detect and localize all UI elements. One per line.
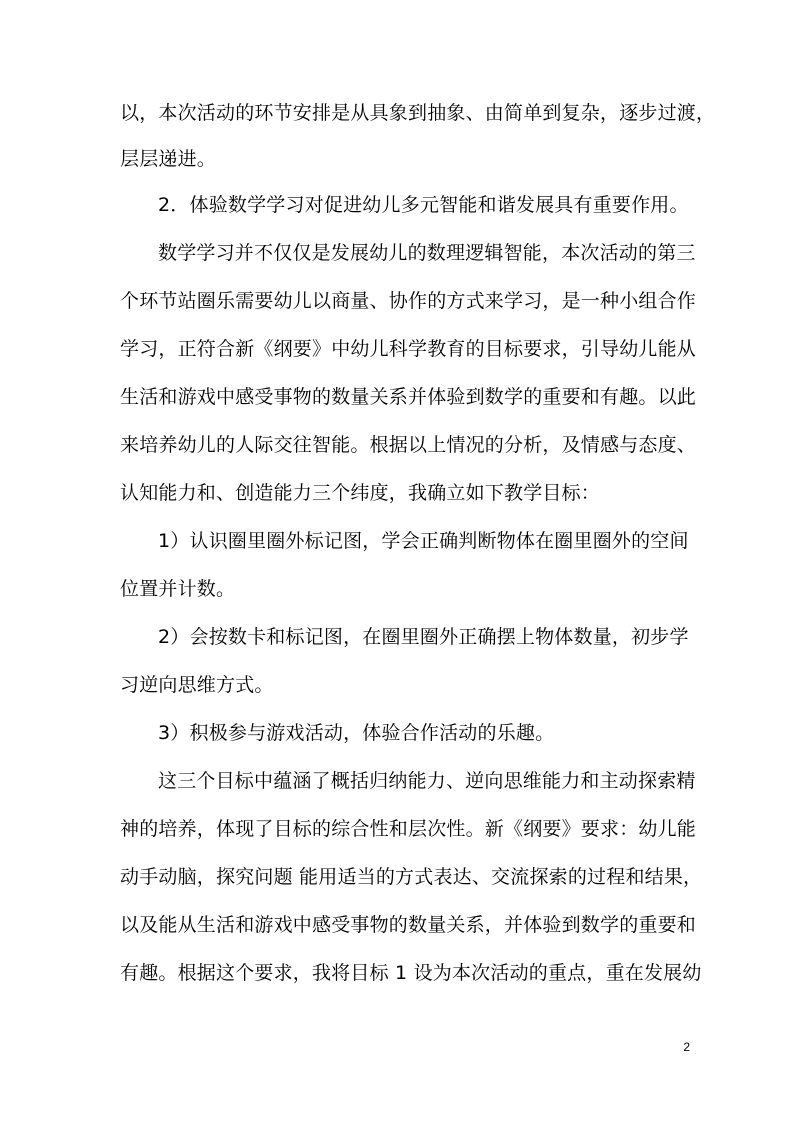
text-line: 以及能从生活和游戏中感受事物的数量关系，并体验到数学的重要和: [120, 914, 697, 936]
text-line: 来培养幼儿的人际交往智能。根据以上情况的分析，及情感与态度、: [120, 434, 697, 456]
text-line: 2．体验数学学习对促进幼儿多元智能和谐发展具有重要作用。: [158, 194, 689, 216]
text-line: 有趣。根据这个要求，我将目标 1 设为本次活动的重点，重在发展幼: [120, 962, 702, 984]
text-line: 以，本次活动的环节安排是从具象到抽象、由简单到复杂，逐步过渡，: [120, 102, 716, 124]
text-line: 2）会按数卡和标记图，在圈里圈外正确摆上物体数量，初步学: [158, 626, 689, 648]
text-line: 个环节站圈乐需要幼儿以商量、协作的方式来学习，是一种小组合作: [120, 290, 697, 312]
text-line: 学习，正符合新《纲要》中幼儿科学教育的目标要求，引导幼儿能从: [120, 338, 697, 360]
text-line: 认知能力和、创造能力三个纬度，我确立如下教学目标：: [120, 482, 601, 504]
page-number: 2: [683, 1040, 690, 1054]
text-line: 习逆向思维方式。: [120, 674, 274, 696]
text-line: 神的培养，体现了目标的综合性和层次性。新《纲要》要求：幼儿能: [120, 818, 697, 840]
text-line: 动手动脑，探究问题 能用适当的方式表达、交流探索的过程和结果，: [120, 866, 703, 888]
text-line: 生活和游戏中感受事物的数量关系并体验到数学的重要和有趣。以此: [120, 386, 697, 408]
text-line: 位置并计数。: [120, 578, 236, 600]
text-line: 3）积极参与游戏活动，体验合作活动的乐趣。: [158, 722, 555, 744]
text-line: 1）认识圈里圈外标记图，学会正确判断物体在圈里圈外的空间: [158, 530, 689, 552]
text-line: 层层递进。: [120, 148, 217, 170]
text-line: 数学学习并不仅仅是发展幼儿的数理逻辑智能，本次活动的第三: [158, 242, 696, 264]
text-line: 这三个目标中蕴涵了概括归纳能力、逆向思维能力和主动探索精: [158, 770, 696, 792]
